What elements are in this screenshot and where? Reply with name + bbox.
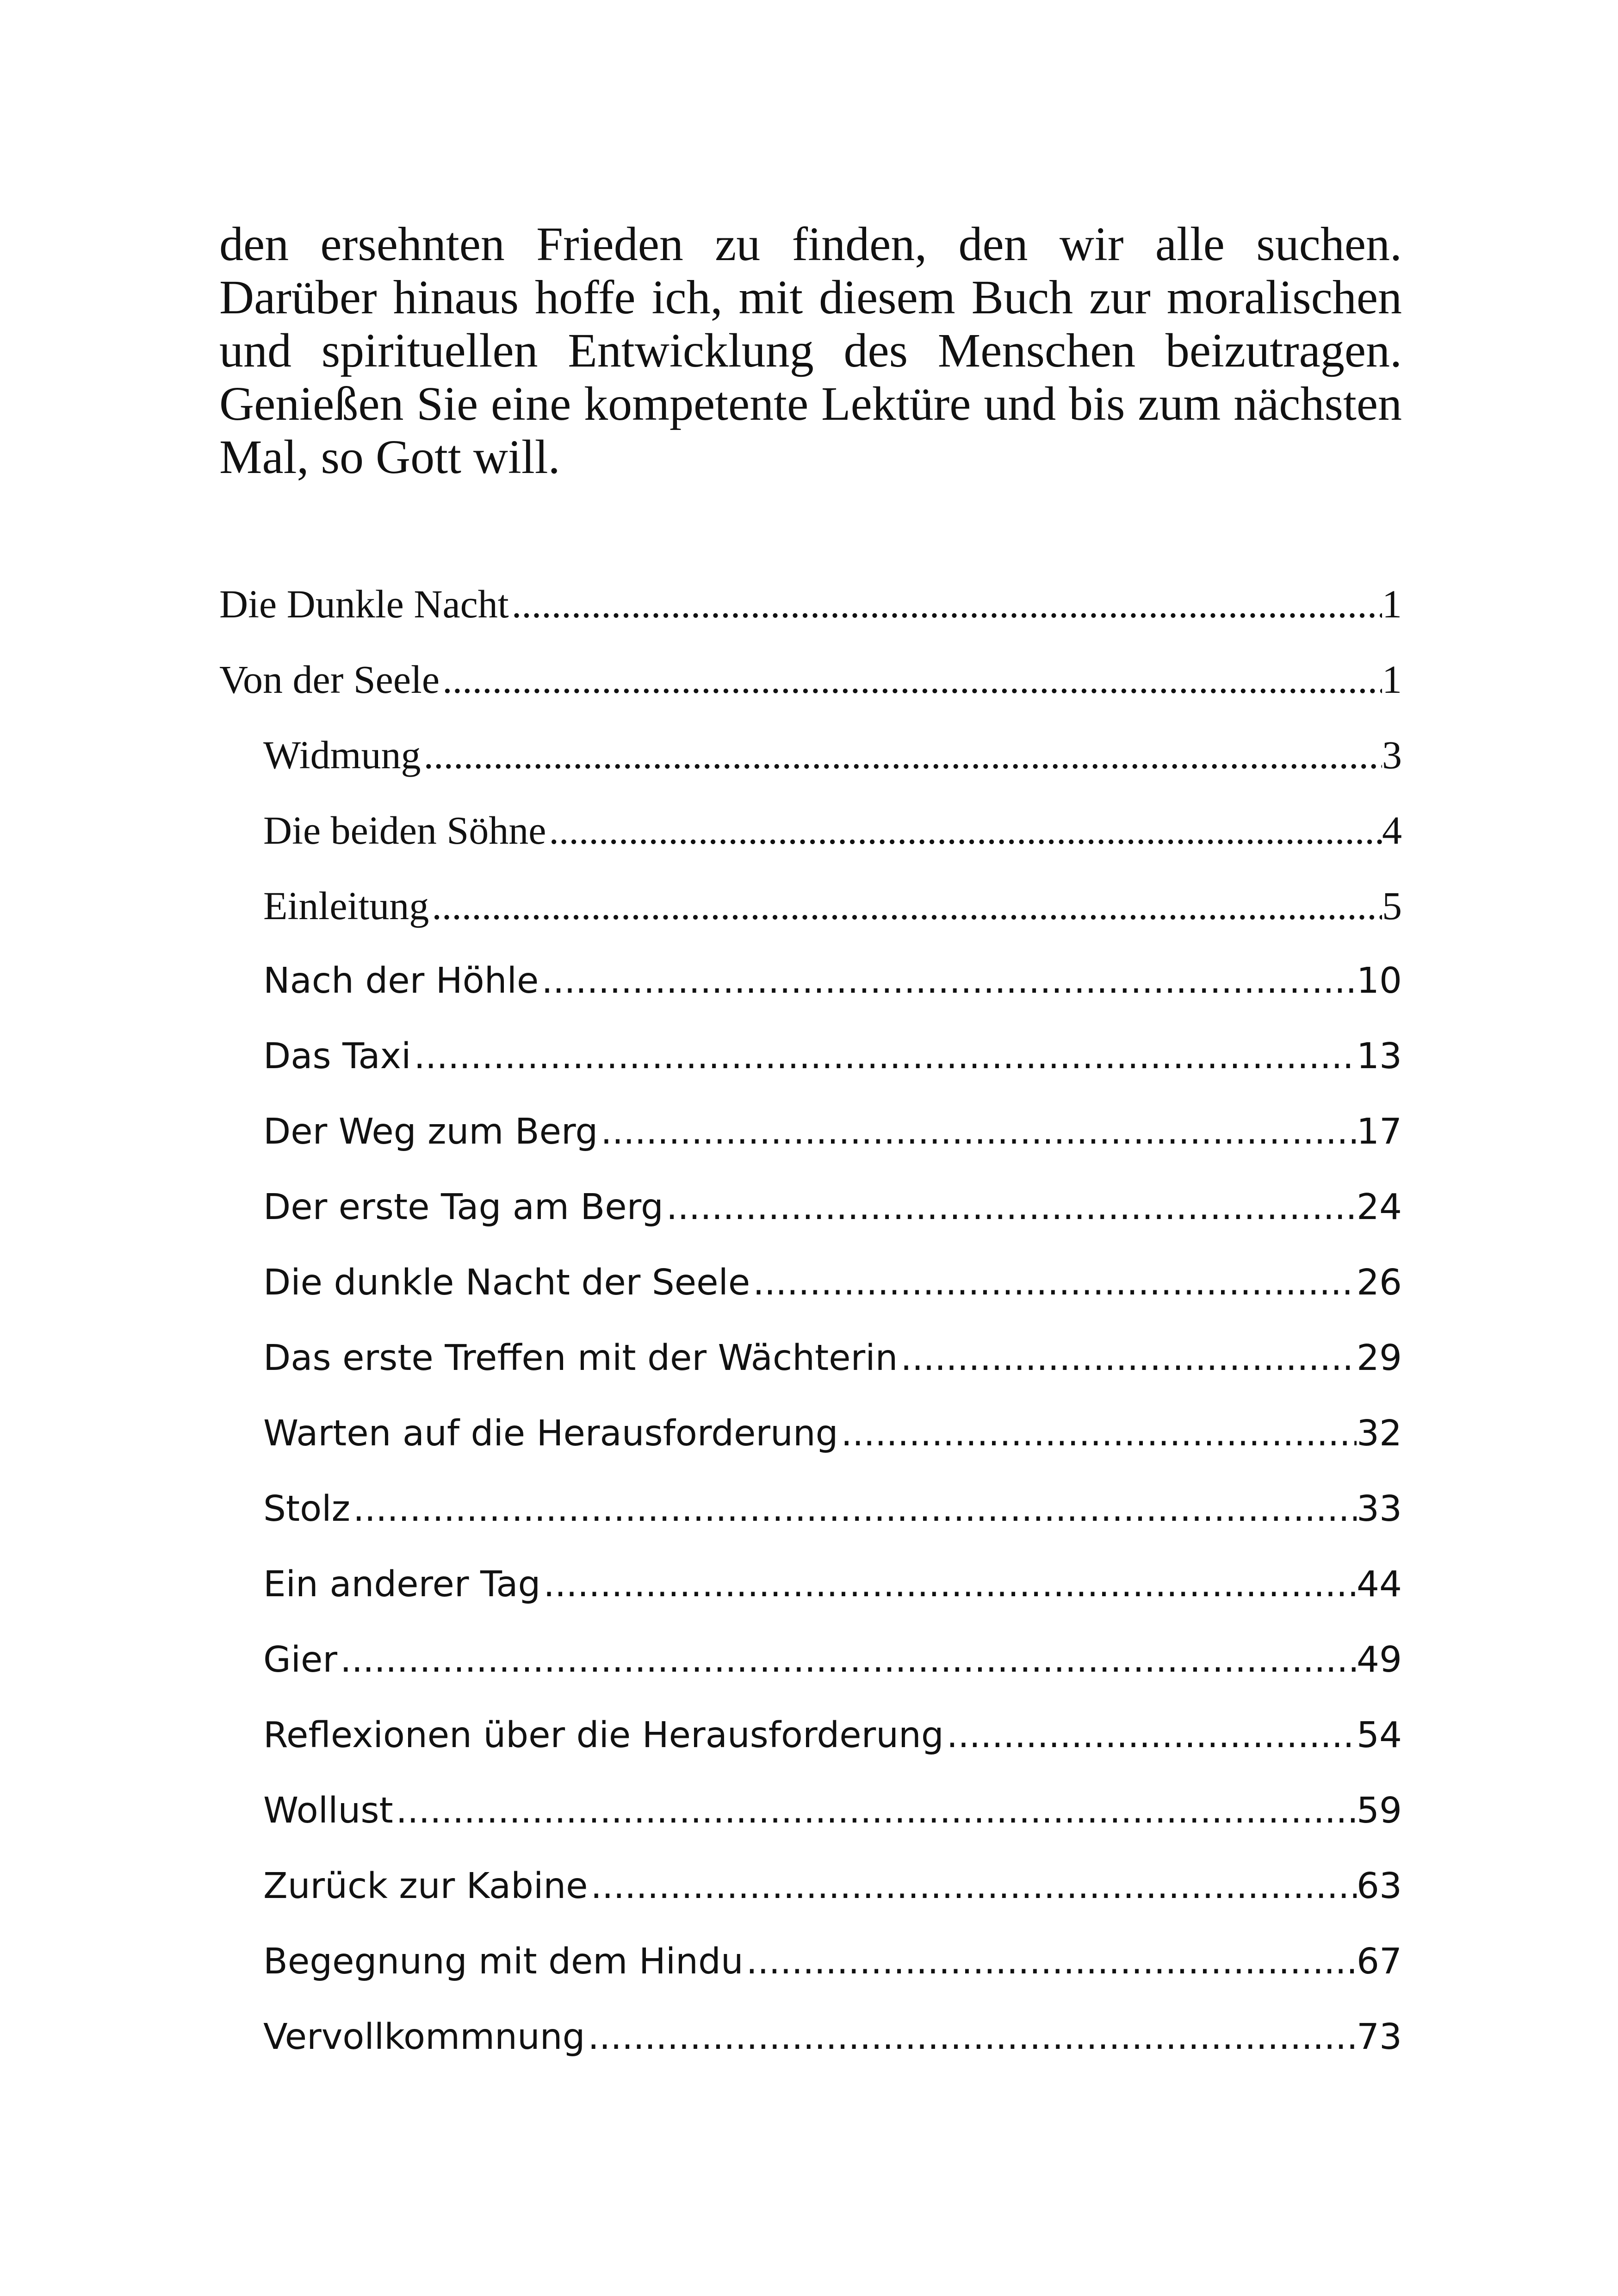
- toc-entry-page: 10: [1357, 960, 1402, 1002]
- toc-entry-title: Einleitung: [263, 884, 429, 928]
- toc-entry[interactable]: [219, 1029, 1402, 1104]
- toc-entry-title: Nach der Höhle: [263, 960, 539, 1002]
- toc-entry-page: 5: [1382, 884, 1402, 928]
- toc-entry[interactable]: [219, 1331, 1402, 1406]
- toc-entry-page: 24: [1357, 1187, 1402, 1228]
- toc-entry-page: 54: [1357, 1715, 1402, 1756]
- toc-dot-leader: [393, 1783, 1357, 1839]
- toc-entry[interactable]: [219, 576, 1402, 652]
- toc-entry-page: 3: [1382, 733, 1402, 777]
- toc-entry[interactable]: [219, 803, 1402, 878]
- toc-entry-page: 73: [1357, 2016, 1402, 2058]
- toc-entry-title: Gier: [263, 1639, 338, 1680]
- toc-entry-title: Vervollkommnung: [263, 2016, 585, 2058]
- toc-entry[interactable]: [219, 1783, 1402, 1859]
- toc-entry[interactable]: [219, 1859, 1402, 1934]
- toc-dot-leader: [539, 953, 1357, 1009]
- toc-entry[interactable]: [219, 1557, 1402, 1632]
- toc-entry-page: 1: [1382, 657, 1402, 702]
- toc-entry-title: Das Taxi: [263, 1036, 411, 1077]
- toc-entry-page: 1: [1382, 582, 1402, 626]
- toc-entry-page: 33: [1357, 1488, 1402, 1530]
- toc-entry-title: Ein anderer Tag: [263, 1564, 541, 1605]
- toc-entry[interactable]: [219, 2010, 1402, 2085]
- toc-dot-leader: [546, 803, 1382, 858]
- toc-dot-leader: [744, 1934, 1357, 1990]
- toc-entry[interactable]: [219, 1255, 1402, 1331]
- toc-dot-leader: [663, 1180, 1357, 1235]
- toc-dot-leader: [440, 652, 1382, 707]
- toc-entry-page: 4: [1382, 808, 1402, 852]
- toc-entry[interactable]: [219, 1708, 1402, 1783]
- table-of-contents: [219, 576, 1402, 2085]
- toc-dot-leader: [750, 1255, 1357, 1311]
- toc-entry-title: Warten auf die Herausforderung: [263, 1413, 838, 1454]
- toc-entry-title: Die dunkle Nacht der Seele: [263, 1262, 750, 1303]
- toc-entry-title: Widmung: [263, 733, 421, 777]
- toc-dot-leader: [944, 1708, 1357, 1763]
- toc-dot-leader: [429, 878, 1382, 933]
- toc-entry-page: 13: [1357, 1036, 1402, 1077]
- toc-entry-title: Reflexionen über die Herausforderung: [263, 1715, 944, 1756]
- toc-entry-title: Zurück zur Kabine: [263, 1866, 588, 1907]
- toc-entry-page: 63: [1357, 1866, 1402, 1907]
- toc-dot-leader: [350, 1481, 1357, 1537]
- toc-dot-leader: [337, 1632, 1357, 1688]
- toc-entry-title: Die beiden Söhne: [263, 808, 546, 852]
- toc-entry-page: 44: [1357, 1564, 1402, 1605]
- toc-dot-leader: [540, 1557, 1357, 1612]
- toc-dot-leader: [898, 1331, 1357, 1386]
- intro-paragraph: den ersehnten Frieden zu finden, den wir alle suchen. Darüber hinaus hoffe ich, mit diesem Buch zur moralischen und spirituellen Entwicklung des Menschen beizutragen. Genießen Sie eine kompetente Lektüre und bis zum nächsten Mal, so Gott will.: [219, 218, 1402, 484]
- toc-entry-page: 29: [1357, 1338, 1402, 1379]
- toc-dot-leader: [411, 1029, 1357, 1084]
- toc-dot-leader: [421, 727, 1382, 783]
- toc-entry-title: Von der Seele: [219, 657, 440, 702]
- toc-dot-leader: [588, 1859, 1357, 1914]
- toc-dot-leader: [585, 2010, 1357, 2065]
- toc-entry-title: Wollust: [263, 1790, 393, 1831]
- toc-entry[interactable]: [219, 953, 1402, 1029]
- toc-entry-page: 32: [1357, 1413, 1402, 1454]
- toc-entry[interactable]: [219, 1632, 1402, 1708]
- toc-entry-title: Die Dunkle Nacht: [219, 582, 509, 626]
- toc-entry-page: 59: [1357, 1790, 1402, 1831]
- toc-entry[interactable]: [219, 1180, 1402, 1255]
- toc-entry-page: 26: [1357, 1262, 1402, 1303]
- toc-entry[interactable]: [219, 652, 1402, 727]
- toc-entry-title: Der erste Tag am Berg: [263, 1187, 663, 1228]
- toc-dot-leader: [598, 1104, 1357, 1160]
- toc-entry-page: 17: [1357, 1111, 1402, 1152]
- toc-entry[interactable]: [219, 1481, 1402, 1557]
- toc-entry-title: Der Weg zum Berg: [263, 1111, 598, 1152]
- toc-entry-page: 67: [1357, 1941, 1402, 1982]
- toc-entry[interactable]: [219, 1934, 1402, 2010]
- toc-entry[interactable]: [219, 727, 1402, 803]
- toc-entry-title: Stolz: [263, 1488, 350, 1530]
- toc-entry-page: 49: [1357, 1639, 1402, 1680]
- toc-dot-leader: [838, 1406, 1357, 1462]
- toc-entry-title: Das erste Treffen mit der Wächterin: [263, 1338, 898, 1379]
- toc-entry[interactable]: [219, 1104, 1402, 1180]
- toc-entry[interactable]: [219, 878, 1402, 953]
- toc-dot-leader: [509, 576, 1382, 632]
- toc-entry-title: Begegnung mit dem Hindu: [263, 1941, 744, 1982]
- toc-entry[interactable]: [219, 1406, 1402, 1481]
